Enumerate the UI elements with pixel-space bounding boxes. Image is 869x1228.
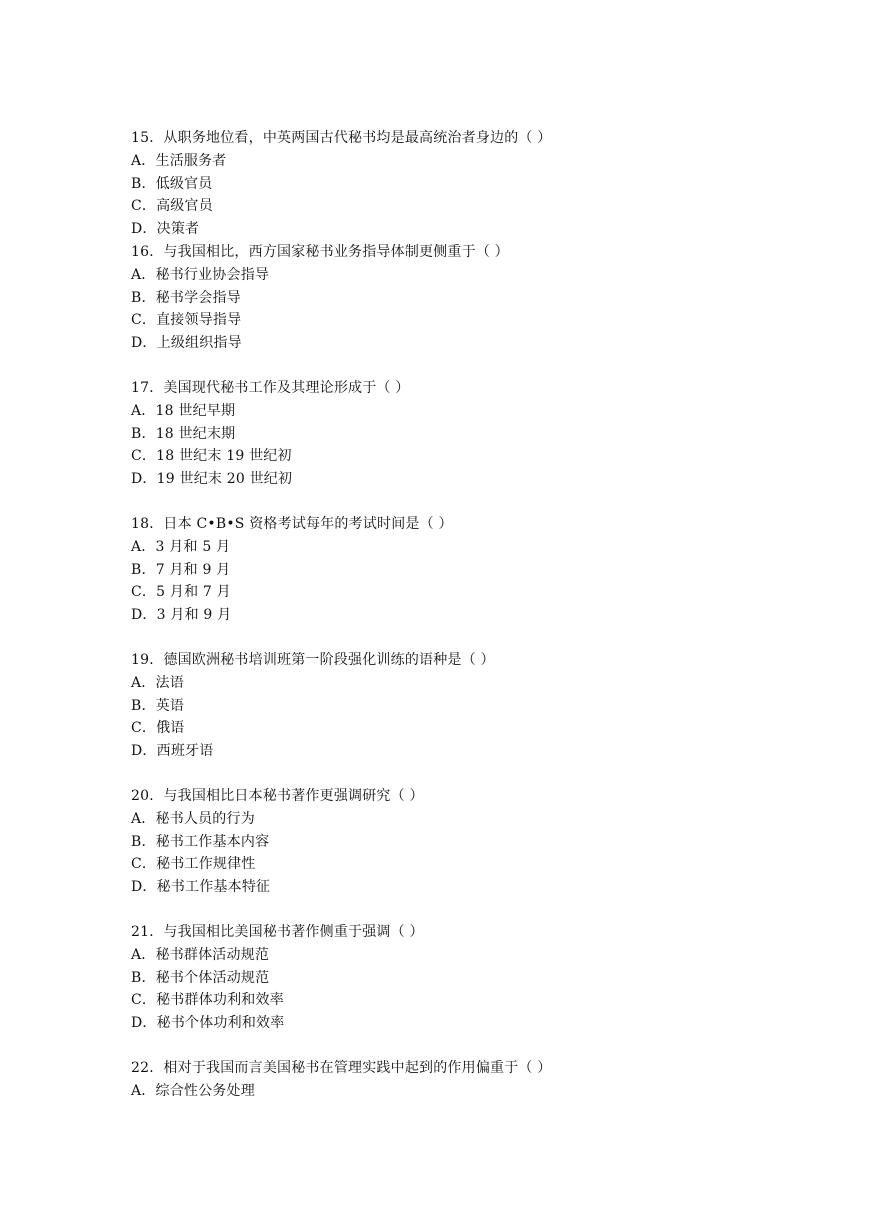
- question-stem: 18．日本 C•B•S 资格考试每年的考试时间是（ ）: [131, 515, 453, 532]
- option-b: B．18 世纪末期: [131, 425, 236, 442]
- question-15: [131, 127, 791, 241]
- option-d: D．上级组织指导: [131, 335, 242, 352]
- option-c: C．18 世纪末 19 世纪初: [131, 448, 292, 465]
- option-a: A．综合性公务处理: [131, 1082, 255, 1099]
- question-stem: 15．从职务地位看，中英两国古代秘书均是最高统治者身边的（ ）: [131, 130, 552, 146]
- option-c: C．5 月和 7 月: [131, 584, 231, 601]
- question-stem: 22．相对于我国而言美国秘书在管理实践中起到的作用偏重于（ ）: [131, 1059, 552, 1076]
- question-19: [131, 649, 791, 763]
- option-a: A．18 世纪早期: [131, 402, 236, 419]
- question-22: [131, 1057, 791, 1103]
- option-d: D．3 月和 9 月: [131, 607, 232, 624]
- option-c: C．高级官员: [131, 198, 213, 215]
- option-a: A．3 月和 5 月: [131, 538, 231, 555]
- option-a: A．生活服务者: [131, 152, 227, 169]
- option-a: A．法语: [131, 674, 184, 691]
- option-b: B．秘书工作基本内容: [131, 833, 270, 850]
- option-a: A．秘书行业协会指导: [131, 266, 270, 283]
- question-list: [131, 127, 791, 1102]
- question-20: [131, 785, 791, 899]
- option-b: B．秘书个体活动规范: [131, 969, 270, 986]
- option-b: B．7 月和 9 月: [131, 561, 231, 578]
- option-d: D．决策者: [131, 221, 200, 238]
- question-17: [131, 377, 791, 491]
- question-18: [131, 513, 791, 627]
- option-c: C．直接领导指导: [131, 312, 242, 329]
- option-b: B．低级官员: [131, 175, 213, 192]
- option-a: A．秘书群体活动规范: [131, 946, 270, 963]
- option-a: A．秘书人员的行为: [131, 810, 255, 827]
- option-d: D．秘书工作基本特征: [131, 879, 271, 896]
- question-stem: 19．德国欧洲秘书培训班第一阶段强化训练的语种是（ ）: [131, 651, 495, 668]
- question-stem: 20．与我国相比日本秘书著作更强调研究（ ）: [131, 787, 424, 804]
- option-d: D．19 世纪末 20 世纪初: [131, 471, 293, 488]
- question-21: [131, 921, 791, 1035]
- option-c: C．秘书群体功利和效率: [131, 992, 284, 1009]
- option-b: B．秘书学会指导: [131, 289, 241, 306]
- option-c: C．俄语: [131, 720, 185, 737]
- question-stem: 21．与我国相比美国秘书著作侧重于强调（ ）: [131, 923, 424, 940]
- option-b: B．英语: [131, 697, 185, 714]
- option-d: D．秘书个体功利和效率: [131, 1015, 285, 1032]
- option-d: D．西班牙语: [131, 743, 214, 760]
- question-stem: 16．与我国相比，西方国家秘书业务指导体制更侧重于（ ）: [131, 243, 509, 260]
- option-c: C．秘书工作规律性: [131, 856, 256, 873]
- question-stem: 17．美国现代秘书工作及其理论形成于（ ）: [131, 379, 410, 396]
- question-16: [131, 241, 791, 355]
